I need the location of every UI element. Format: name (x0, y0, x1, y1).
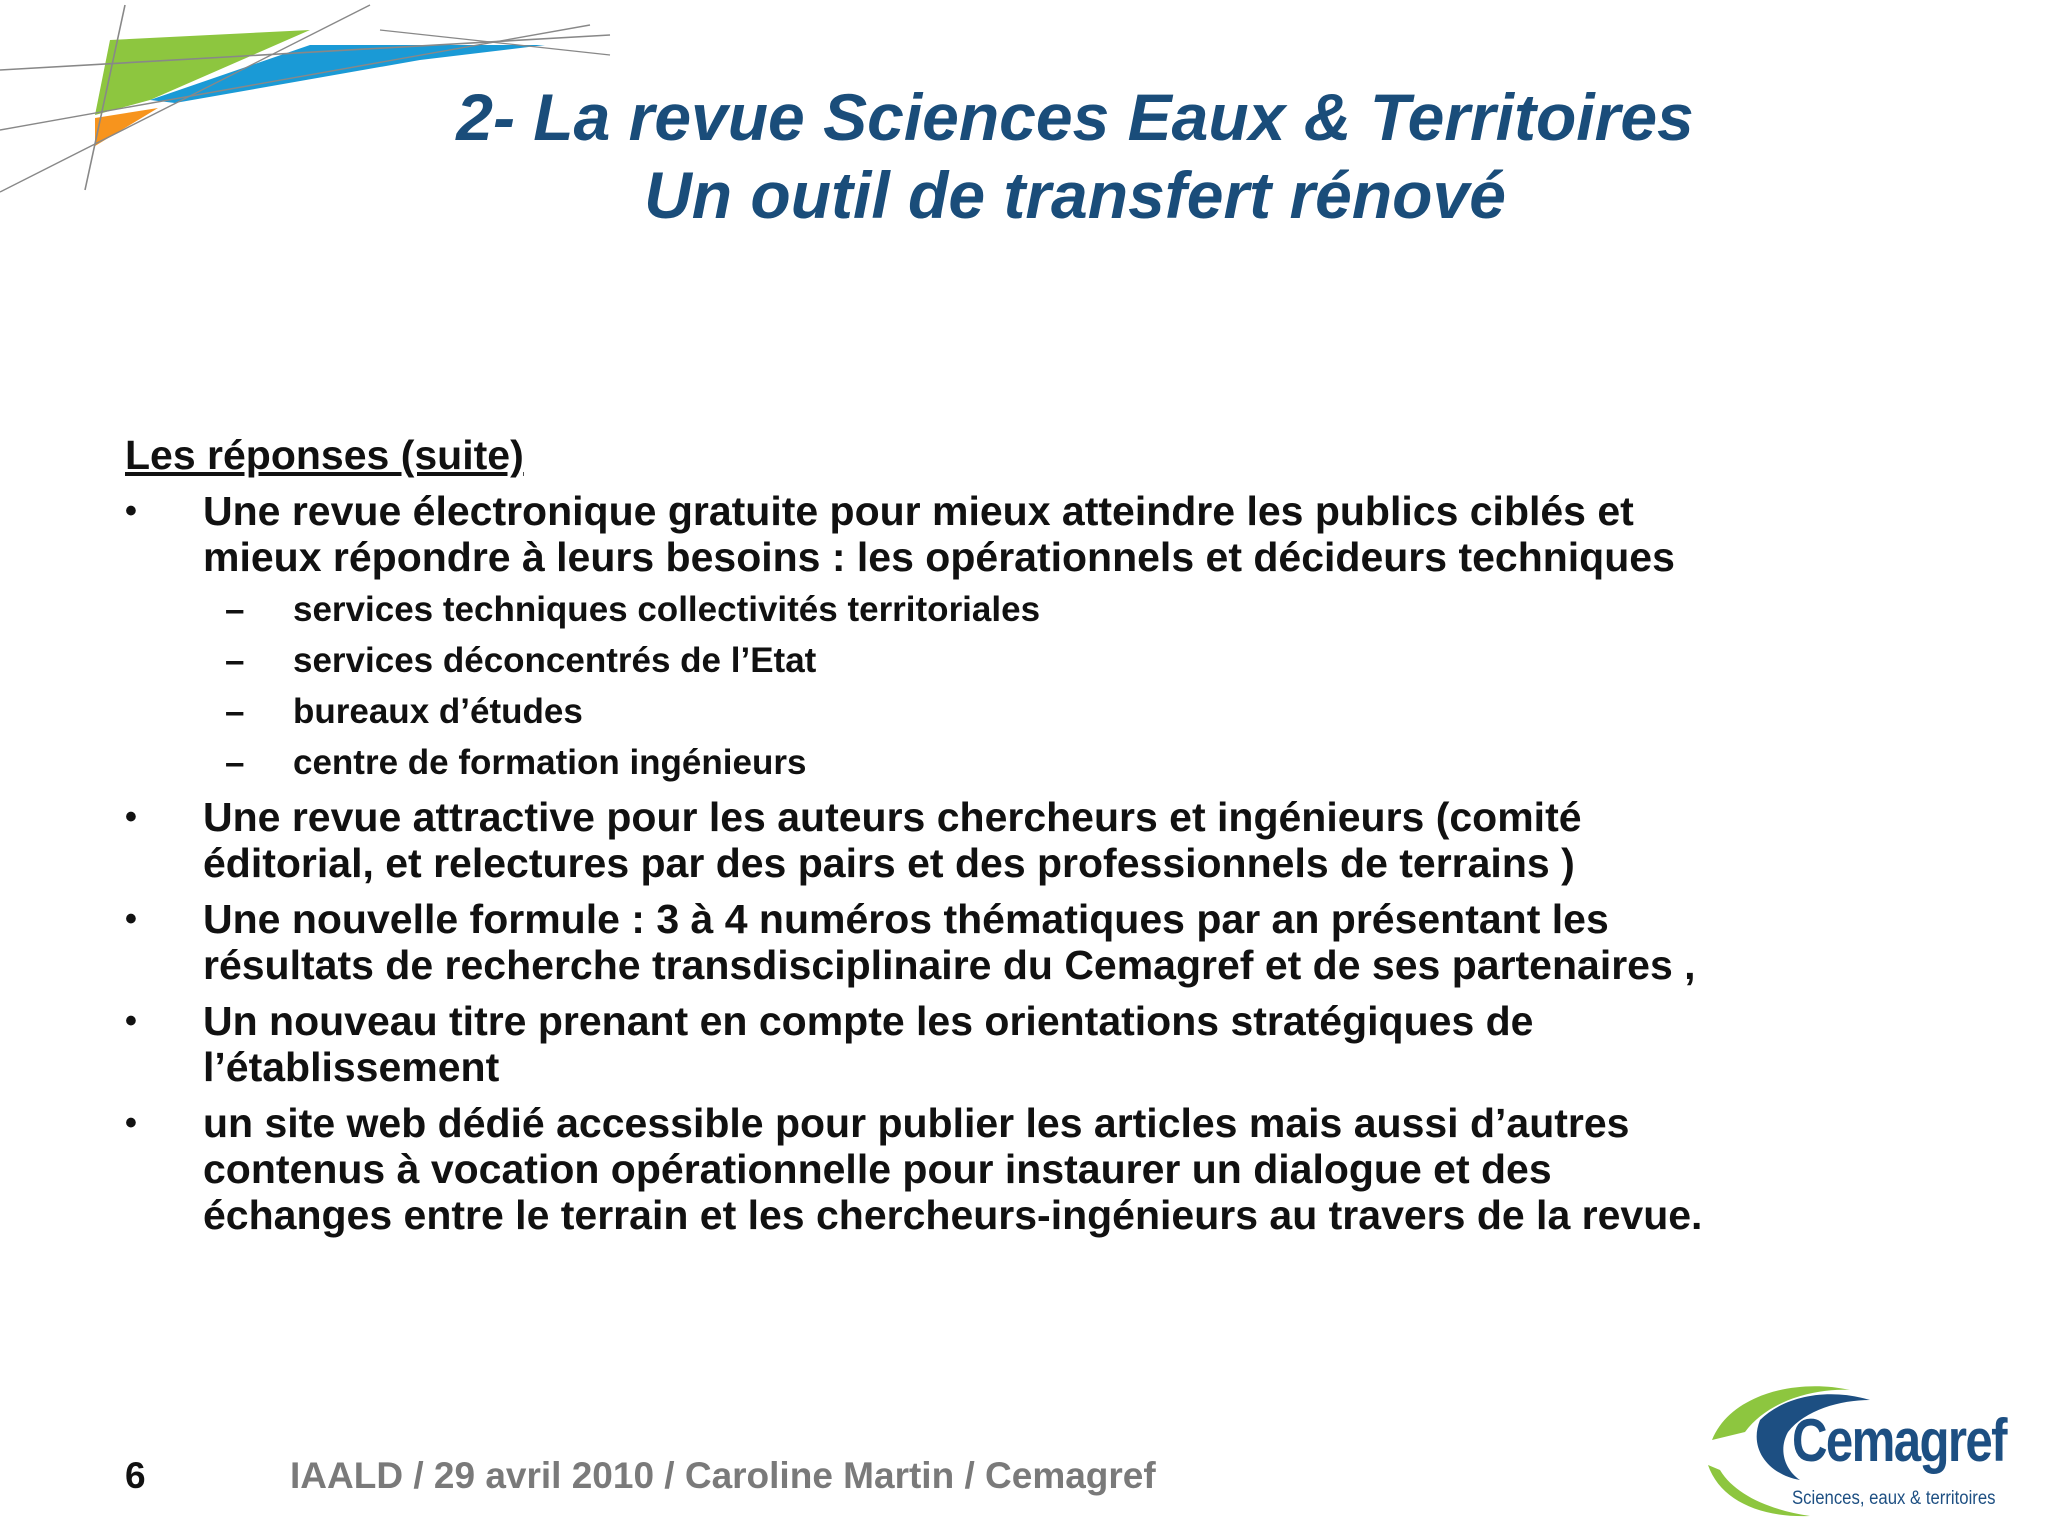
bullet-line: Un nouveau titre prenant en compte les orientations stratégiques de (203, 998, 1534, 1044)
slide-content (125, 430, 1925, 1248)
bullet-line: un site web dédié accessible pour publier les articles mais aussi d’autres (203, 1100, 1630, 1146)
title-line-1: 2- La revue Sciences Eaux & Territoires (456, 80, 1694, 154)
bullet-line: éditorial, et relectures par des pairs et des professionnels de terrains ) (203, 840, 1575, 886)
bullet-line: résultats de recherche transdisciplinaire du Cemagref et de ses partenaires , (203, 942, 1696, 988)
dash-marker: – (225, 590, 245, 629)
title-line-2: Un outil de transfert rénové (644, 158, 1506, 232)
bullet-line: Une nouvelle formule : 3 à 4 numéros thématiques par an présentant les (203, 896, 1609, 942)
logo-name: Cemagref (1792, 1407, 2006, 1474)
section-heading: Les réponses (suite) (125, 432, 524, 478)
footer-text: IAALD / 29 avril 2010 / Caroline Martin / Cemagref (290, 1455, 1156, 1496)
sub-item-text: centre de formation ingénieurs (293, 743, 807, 782)
sub-item-text: services techniques collectivités territoriales (293, 590, 1041, 629)
page-number: 6 (125, 1455, 146, 1496)
bullet-line: l’établissement (203, 1044, 500, 1090)
sub-item (125, 641, 1925, 681)
bullet-item (125, 488, 1925, 580)
bullet-line: Une revue électronique gratuite pour mieux atteindre les publics ciblés et (203, 488, 1634, 534)
bullet-line: mieux répondre à leurs besoins : les opérationnels et décideurs techniques (203, 534, 1675, 580)
bullet-line: contenus à vocation opérationnelle pour instaurer un dialogue et des (203, 1146, 1552, 1192)
bullet-line: Une revue attractive pour les auteurs chercheurs et ingénieurs (comité (203, 794, 1582, 840)
sub-item (125, 590, 1925, 630)
sub-item (125, 692, 1925, 732)
bullet-item (125, 794, 1925, 886)
sub-item-text: services déconcentrés de l’Etat (293, 641, 817, 680)
deco-line (0, 5, 370, 192)
logo-tagline: Sciences, eaux & territoires (1792, 1488, 1996, 1509)
bullet-marker: • (125, 798, 137, 836)
dash-marker: – (225, 641, 245, 680)
sub-list (125, 590, 1925, 783)
bullet-marker: • (125, 492, 137, 530)
cemagref-logo (1700, 1370, 2030, 1520)
dash-marker: – (225, 743, 245, 782)
sub-item (125, 743, 1925, 783)
dash-marker: – (225, 692, 245, 731)
bullet-item (125, 998, 1925, 1090)
bullet-marker: • (125, 900, 137, 938)
deco-orange-shape (95, 108, 158, 146)
slide-title (380, 78, 1770, 234)
bullet-line: échanges entre le terrain et les chercheurs-ingénieurs au travers de la revue. (203, 1192, 1703, 1238)
bullet-marker: • (125, 1104, 137, 1142)
sub-item-text: bureaux d’études (293, 692, 583, 731)
bullet-item (125, 896, 1925, 988)
bullet-marker: • (125, 1002, 137, 1040)
bullet-item (125, 1100, 1925, 1238)
